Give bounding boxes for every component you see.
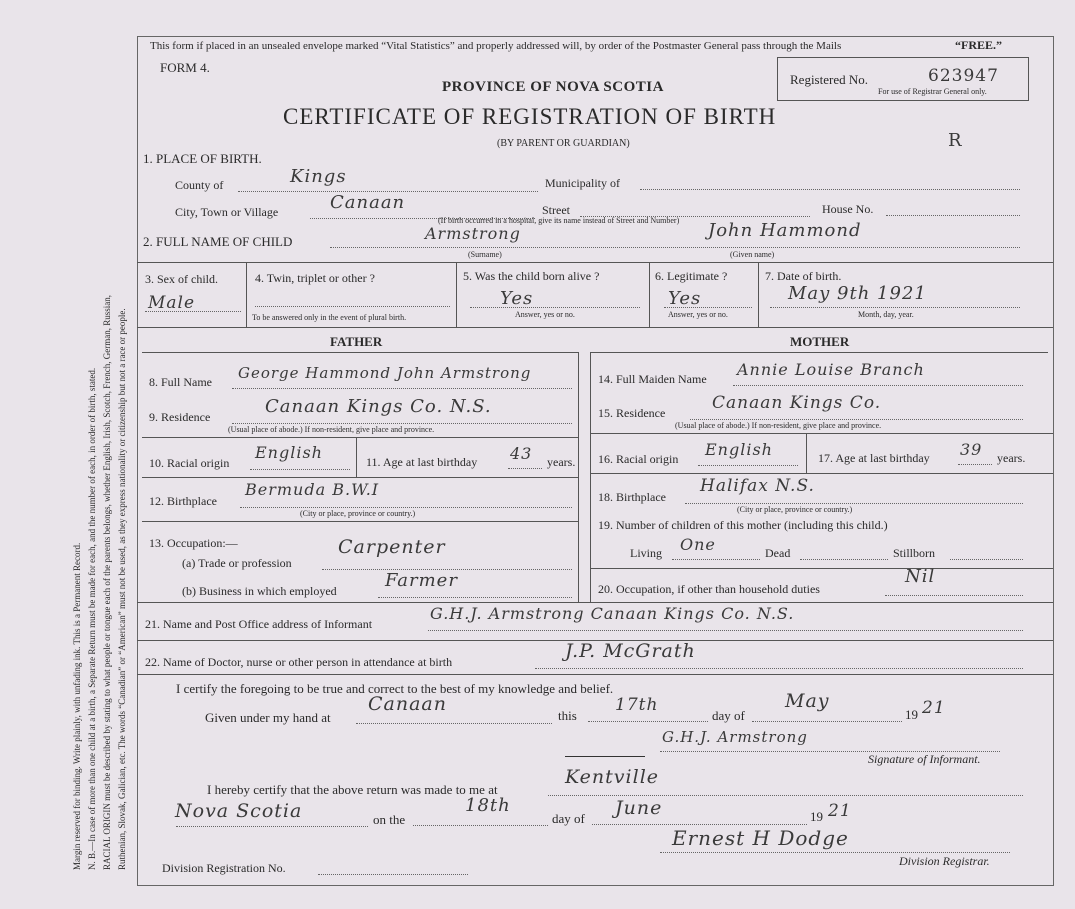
children-count-label: 19. Number of children of this mother (including this child.) xyxy=(598,518,888,532)
corner-mark: R xyxy=(948,130,963,151)
given-name-note: (Given name) xyxy=(730,250,775,259)
mother-name-label: 14. Full Maiden Name xyxy=(598,372,707,386)
father-residence-label: 9. Residence xyxy=(149,410,211,424)
certify-statement: I certify the foregoing to be true and correct to the best of my knowledge and belief. xyxy=(176,681,614,696)
father-name-label: 8. Full Name xyxy=(149,375,212,389)
city-label: City, Town or Village xyxy=(175,205,279,219)
certify-place: Canaan xyxy=(368,693,447,715)
dob-label: 7. Date of birth. xyxy=(765,269,842,283)
form-number: FORM 4. xyxy=(160,60,210,75)
racial-origin-note: RACIAL ORIGIN must be described by stating to what people or tongue each of the parents belongs, whether English, Irish, Scotch, French, German, Russian, xyxy=(102,294,112,870)
multiple-birth-note: N. B.—In case of more than one child at a birth, a Separate Return must be made for each, and the number of each, in order of birth, stated. xyxy=(87,367,97,870)
alive-value: Yes xyxy=(500,288,534,309)
day-of-label: day of xyxy=(712,708,745,723)
given-under-label: Given under my hand at xyxy=(205,710,331,725)
mother-residence-note: (Usual place of abode.) If non-resident, give place and province. xyxy=(675,421,882,430)
page-subtitle: (BY PARENT OR GUARDIAN) xyxy=(497,138,630,149)
on-the-label: on the xyxy=(373,812,406,827)
mother-residence-value: Canaan Kings Co. xyxy=(712,393,882,413)
registrar-year: 21 xyxy=(828,801,852,821)
signature-label: Signature of Informant. xyxy=(868,752,981,766)
mother-race-value: English xyxy=(705,440,773,459)
certify-year-prefix: 19 xyxy=(905,707,918,722)
dead-label: Dead xyxy=(765,546,791,560)
racial-origin-note-2: Ruthenian, Slovak, Galician, etc. The words “Canadian” or “American” must not be used, as they express nationality or citizenship but not a race or people. xyxy=(117,308,127,870)
registrar-day: 18th xyxy=(465,795,511,816)
street-label: Street xyxy=(542,203,570,217)
registrar-statement: I hereby certify that the above return was made to me at xyxy=(207,782,498,797)
this-label: this xyxy=(558,708,577,723)
trade-label: (a) Trade or profession xyxy=(182,556,292,570)
legitimate-label: 6. Legitimate ? xyxy=(655,269,728,283)
business-value: Farmer xyxy=(385,570,458,591)
doctor-value: J.P. McGrath xyxy=(565,640,696,662)
mother-age-label: 17. Age at last birthday xyxy=(818,451,930,465)
registrar-signature: Ernest H Dodge xyxy=(672,826,849,850)
father-heading: FATHER xyxy=(330,334,383,349)
mother-birthplace-label: 18. Birthplace xyxy=(598,490,666,504)
informant-signature: G.H.J. Armstrong xyxy=(662,728,808,746)
registrar-note: For use of Registrar General only. xyxy=(878,87,987,96)
twin-note: To be answered only in the event of plural birth. xyxy=(252,313,407,322)
certify-day: 17th xyxy=(615,695,659,715)
mother-birthplace-value: Halifax N.S. xyxy=(700,476,815,496)
informant-label: 21. Name and Post Office address of Informant xyxy=(145,617,373,631)
mail-notice: This form if placed in an unsealed envelope marked “Vital Statistics” and properly addressed will, by order of the Postmaster General pass through the Mails xyxy=(150,40,842,52)
county-value: Kings xyxy=(290,166,347,187)
house-label: House No. xyxy=(822,202,874,216)
registrar-month: June xyxy=(615,797,663,819)
twin-label: 4. Twin, triplet or other ? xyxy=(255,271,375,285)
hospital-note: (If birth occurred in a hospital, give its name instead of Street and Number) xyxy=(438,216,680,225)
surname-note: (Surname) xyxy=(468,250,502,259)
registered-label: Registered No. xyxy=(790,72,868,87)
father-residence-value: Canaan Kings Co. N.S. xyxy=(265,396,492,417)
father-age-label: 11. Age at last birthday xyxy=(366,455,478,469)
father-occupation-label: 13. Occupation:— xyxy=(149,536,238,550)
mother-years: years. xyxy=(997,451,1026,465)
mother-heading: MOTHER xyxy=(790,334,850,349)
trade-value: Carpenter xyxy=(338,536,446,558)
county-label: County of xyxy=(175,178,224,192)
sex-label: 3. Sex of child. xyxy=(145,272,218,286)
division-registration-label: Division Registration No. xyxy=(162,861,286,875)
page-title: CERTIFICATE OF REGISTRATION OF BIRTH xyxy=(283,104,777,129)
mother-occupation-value: Nil xyxy=(905,566,936,587)
registered-box xyxy=(777,57,1029,101)
dob-value: May 9th 1921 xyxy=(788,283,927,304)
doctor-label: 22. Name of Doctor, nurse or other person in attendance at birth xyxy=(145,655,453,669)
alive-label: 5. Was the child born alive ? xyxy=(463,269,600,283)
registered-number: 623947 xyxy=(928,66,999,86)
division-registrar-label: Division Registrar. xyxy=(899,854,990,868)
father-birthplace-label: 12. Birthplace xyxy=(149,494,217,508)
free-label: “FREE.” xyxy=(955,38,1003,52)
informant-value: G.H.J. Armstrong Canaan Kings Co. N.S. xyxy=(430,604,795,623)
sex-value: Male xyxy=(148,293,196,313)
child-name-label: 2. FULL NAME OF CHILD xyxy=(143,234,293,249)
registrar-year-prefix: 19 xyxy=(810,809,823,824)
alive-answer-note: Answer, yes or no. xyxy=(515,310,575,319)
province-heading: PROVINCE OF NOVA SCOTIA xyxy=(442,79,664,95)
father-birthplace-value: Bermuda B.W.I xyxy=(245,480,380,499)
father-race-value: English xyxy=(255,443,323,462)
father-race-label: 10. Racial origin xyxy=(149,456,230,470)
dob-note: Month, day, year. xyxy=(858,310,914,319)
certify-year: 21 xyxy=(922,698,946,718)
father-residence-note: (Usual place of abode.) If non-resident, give place and province. xyxy=(228,425,435,434)
stillborn-label: Stillborn xyxy=(893,546,936,560)
living-label: Living xyxy=(630,546,662,560)
mother-race-label: 16. Racial origin xyxy=(598,452,679,466)
municipality-label: Municipality of xyxy=(545,176,620,190)
father-age-value: 43 xyxy=(510,444,533,463)
mother-age-value: 39 xyxy=(960,440,983,459)
mother-residence-label: 15. Residence xyxy=(598,406,666,420)
certify-month: May xyxy=(785,690,830,712)
legitimate-value: Yes xyxy=(668,288,702,309)
child-given-name: John Hammond xyxy=(708,220,862,241)
place-of-birth-label: 1. PLACE OF BIRTH. xyxy=(143,151,262,166)
registrar-day-of-label: day of xyxy=(552,811,585,826)
father-birthplace-note: (City or place, province or country.) xyxy=(300,509,416,518)
father-name-value: George Hammond John Armstrong xyxy=(238,364,532,382)
registrar-place: Kentville xyxy=(565,766,660,788)
legit-answer-note: Answer, yes or no. xyxy=(668,310,728,319)
living-value: One xyxy=(680,535,716,554)
city-value: Canaan xyxy=(330,192,406,213)
father-years: years. xyxy=(547,455,576,469)
child-surname: Armstrong xyxy=(425,224,521,243)
registrar-province: Nova Scotia xyxy=(175,800,303,822)
mother-birthplace-note: (City or place, province or country.) xyxy=(737,505,853,514)
mother-name-value: Annie Louise Branch xyxy=(737,360,925,379)
business-label: (b) Business in which employed xyxy=(182,584,337,598)
margin-note: Margin reserved for binding. Write plainly, with unfading ink. This is a Permanent Record. xyxy=(72,542,82,870)
mother-occupation-label: 20. Occupation, if other than household duties xyxy=(598,582,820,596)
